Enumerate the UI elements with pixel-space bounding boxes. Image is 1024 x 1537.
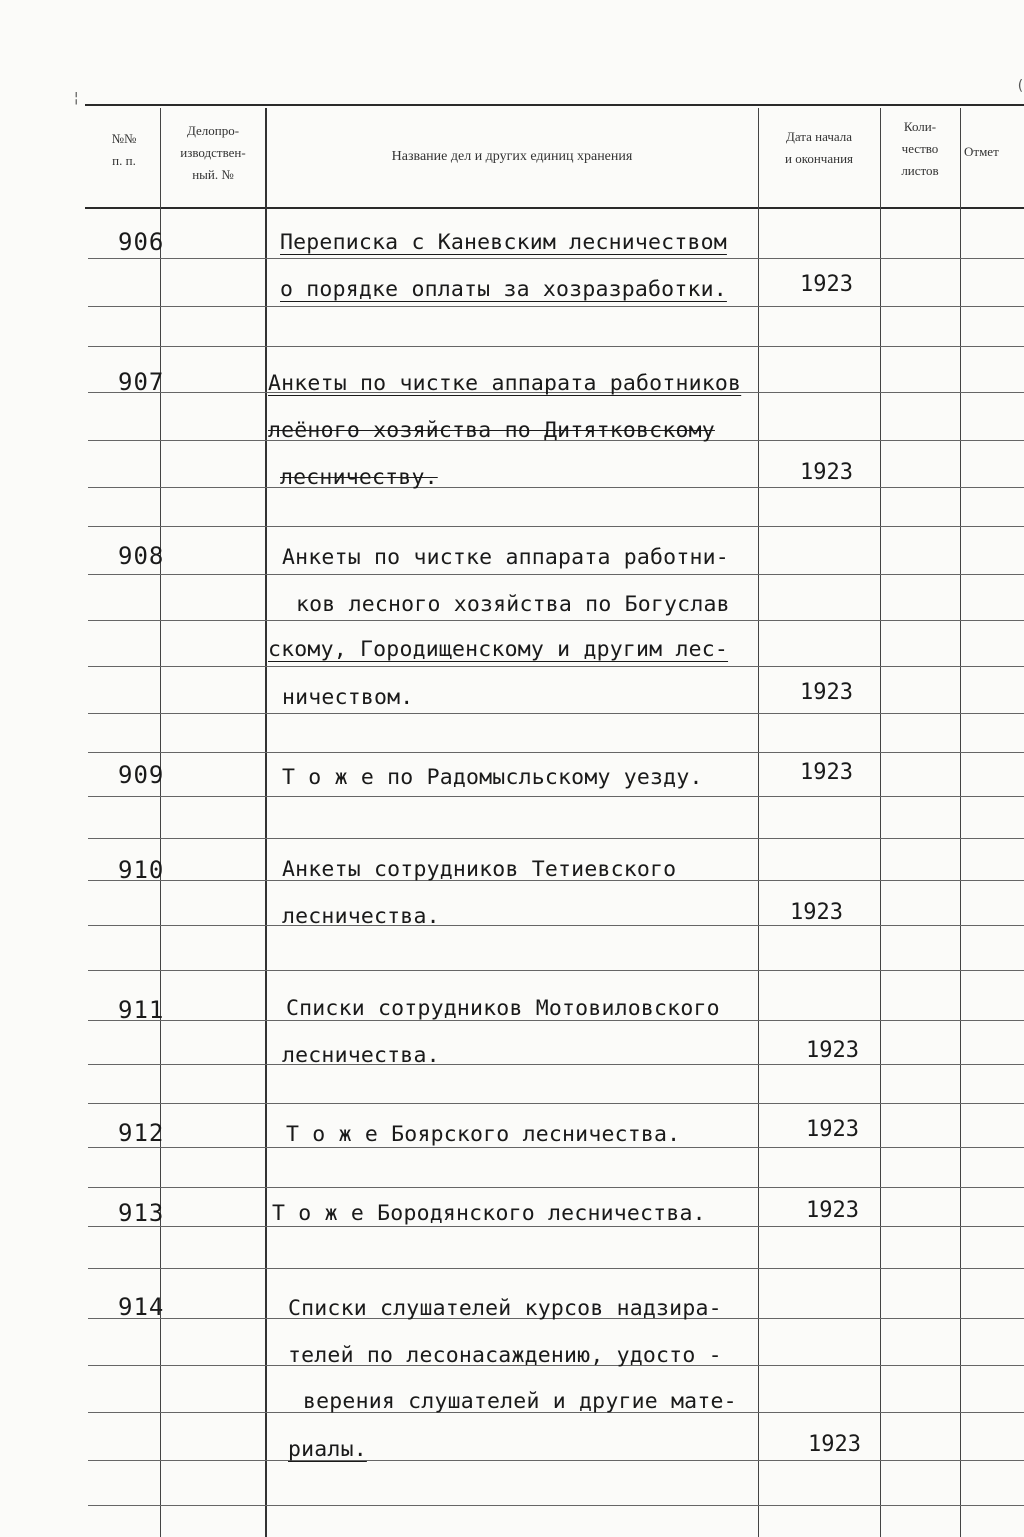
entry-906-date: 1923 (800, 272, 853, 297)
entry-907-date: 1923 (800, 460, 853, 485)
entry-number-912: 912 (118, 1119, 165, 1147)
ruled-line (88, 796, 1024, 797)
ruled-line (88, 526, 1024, 527)
ruled-line (88, 1268, 1024, 1269)
entry-906-line-2: о порядке оплаты за хозразработки. (280, 277, 727, 302)
header-dates (760, 126, 878, 170)
ruled-line (88, 1147, 1024, 1148)
entry-908-line-2: ков лесного хозяйства по Богуслав (296, 592, 730, 617)
ruled-line (88, 752, 1024, 753)
entry-914-line-1: Списки слушателей курсов надзира- (288, 1296, 722, 1321)
entry-number-913: 913 (118, 1199, 165, 1227)
ruled-line (88, 574, 1024, 575)
entry-908-line-4: ничеством. (282, 685, 414, 710)
entry-912-line-1: Т о ж е Боярского лесничества. (286, 1122, 681, 1147)
ruled-line (88, 487, 1024, 488)
header-office-line-3: ный. № (192, 167, 234, 182)
header-office-line-2: изводствен- (180, 145, 246, 160)
header-sheets-line-2: чество (901, 141, 939, 156)
ruled-line (88, 1460, 1024, 1461)
entry-number-907: 907 (118, 368, 165, 396)
column-divider-5 (960, 108, 961, 1537)
column-divider-2 (265, 108, 267, 1537)
entry-910-line-1: Анкеты сотрудников Тетиевского (282, 857, 677, 882)
entry-912-date: 1923 (806, 1117, 859, 1142)
entry-914-line-2: телей по лесонасаждению, удосто - (288, 1343, 722, 1368)
ruled-line (88, 666, 1024, 667)
entry-913-date: 1923 (806, 1198, 859, 1223)
ruled-line (88, 713, 1024, 714)
entry-number-906: 906 (118, 228, 165, 256)
entry-909-line-1: Т о ж е по Радомысльскому уезду. (282, 765, 703, 790)
entry-914-line-3: верения слушателей и другие мате- (303, 1389, 737, 1414)
ruled-line (88, 970, 1024, 971)
header-number-line-1: №№ (111, 131, 137, 146)
entry-911-line-1: Списки сотрудников Мотовиловского (286, 996, 720, 1021)
ruled-line (88, 1187, 1024, 1188)
header-number (90, 128, 158, 172)
ruled-line (88, 838, 1024, 839)
entry-907-line-2: леёного хозяйства по Дитятковскому (268, 418, 715, 443)
entry-908-line-1: Анкеты по чистке аппарата работни- (282, 545, 729, 570)
entry-914-date: 1923 (808, 1432, 861, 1457)
column-divider-3 (758, 108, 759, 1537)
table-top-border (85, 104, 1024, 106)
header-dates-line-2: и окончания (784, 151, 854, 166)
entry-number-908: 908 (118, 542, 165, 570)
entry-number-914: 914 (118, 1293, 165, 1321)
header-sheets (882, 116, 958, 182)
header-notes: Отмет (964, 144, 999, 159)
ruled-line (88, 1226, 1024, 1227)
edge-mark-top-right: ( (1016, 78, 1024, 94)
ruled-line (88, 925, 1024, 926)
column-divider-1 (160, 108, 161, 1537)
entry-908-date: 1923 (800, 680, 853, 705)
header-title: Название дел и других единиц хранения (391, 149, 633, 164)
ruled-line (88, 620, 1024, 621)
entry-914-line-4: риалы. (288, 1437, 367, 1462)
entry-907-line-1: Анкеты по чистке аппарата работников (268, 371, 742, 396)
header-sheets-line-3: листов (901, 163, 939, 178)
entry-number-911: 911 (118, 996, 165, 1024)
header-sheets-line-1: Коли- (903, 119, 937, 134)
header-dates-line-1: Дата начала (785, 129, 853, 144)
entry-910-line-2: лесничества. (282, 904, 440, 929)
ruled-line (88, 346, 1024, 347)
ruled-line (88, 258, 1024, 259)
entry-911-date: 1923 (806, 1038, 859, 1063)
ruled-line (88, 306, 1024, 307)
header-office-line-1: Делопро- (186, 123, 240, 138)
column-divider-4 (880, 108, 881, 1537)
entry-910-date: 1923 (790, 900, 843, 925)
ruled-line (88, 1064, 1024, 1065)
edge-mark-left: ¦ (72, 90, 81, 106)
entry-906-line-1: Переписка с Каневским лесничеством (280, 230, 727, 255)
entry-907-line-3: лесничеству. (280, 465, 438, 490)
entry-909-date: 1923 (800, 760, 853, 785)
ruled-line (88, 1505, 1024, 1506)
entry-number-909: 909 (118, 761, 165, 789)
entry-911-line-2: лесничества. (282, 1043, 440, 1068)
header-number-line-2: п. п. (112, 153, 136, 168)
entry-908-line-3: скому, Городищенскому и другим лес- (268, 637, 729, 662)
ruled-line (88, 1103, 1024, 1104)
header-office-number (163, 120, 263, 186)
entry-number-910: 910 (118, 856, 165, 884)
entry-913-line-1: Т о ж е Бородянского лесничества. (272, 1201, 706, 1226)
header-bottom-border (85, 207, 1024, 209)
